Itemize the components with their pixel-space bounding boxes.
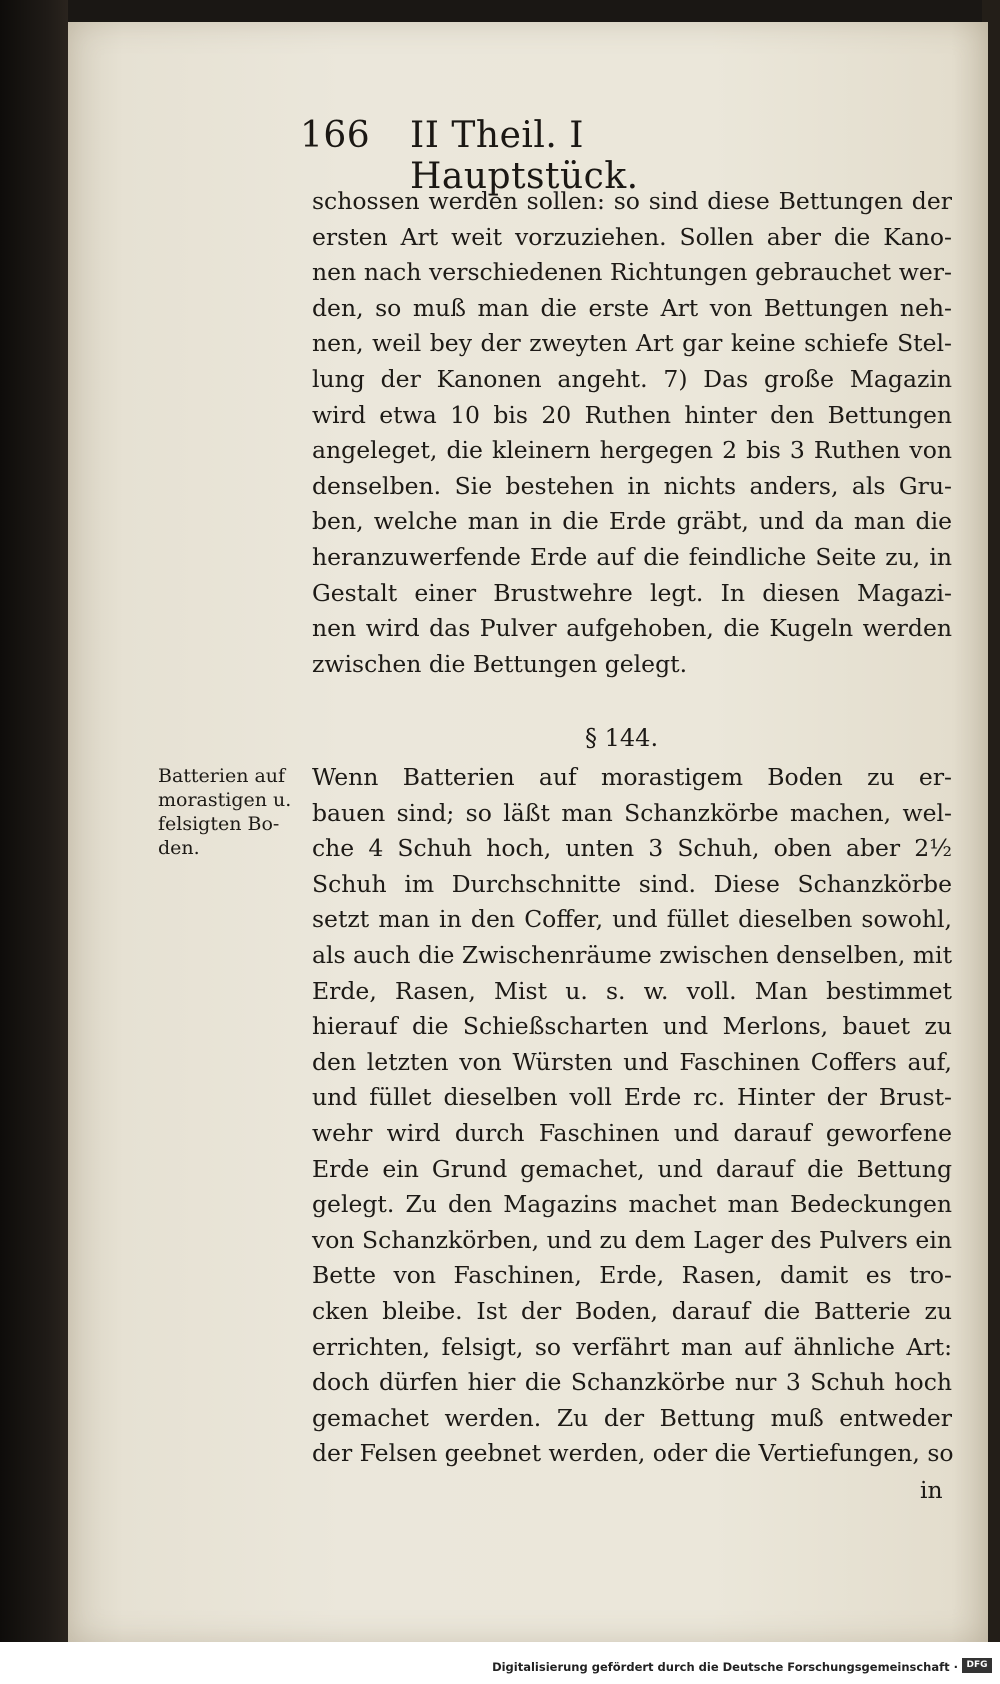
- text-line: den letzten von Würsten und Faschinen Coffers auf,: [312, 1047, 952, 1076]
- scan-border-left: [0, 0, 68, 1684]
- text-line: bauen sind; so läßt man Schanzkörbe machen, wel-: [312, 798, 952, 827]
- text-line: und füllet dieselben voll Erde rc. Hinter der Brust-: [312, 1083, 952, 1112]
- text-line: heranzuwerfende Erde auf die feindliche Seite zu, in: [312, 542, 952, 571]
- text-line: schossen werden sollen: so sind diese Bettungen der: [312, 187, 952, 215]
- text-line: wird etwa 10 bis 20 Ruthen hinter den Bettungen: [312, 400, 952, 429]
- text-line: den, so muß man die erste Art von Bettungen neh-: [312, 293, 952, 322]
- catchword: in: [920, 1476, 943, 1504]
- text-line: gelegt. Zu den Magazins machet man Bedeckungen: [312, 1190, 952, 1219]
- text-line: wehr wird durch Faschinen und darauf geworfene: [312, 1118, 952, 1147]
- text-line: che 4 Schuh hoch, unten 3 Schuh, oben aber 2½: [312, 834, 952, 863]
- text-line: Wenn Batterien auf morastigem Boden zu er-: [312, 763, 952, 791]
- text-line: nen wird das Pulver aufgehoben, die Kugeln werden: [312, 614, 952, 643]
- text-line: cken bleibe. Ist der Boden, darauf die Batterie zu: [312, 1296, 952, 1325]
- text-line: Bette von Faschinen, Erde, Rasen, damit es tro-: [312, 1261, 952, 1290]
- text-line: lung der Kanonen angeht. 7) Das große Magazin: [312, 364, 952, 393]
- text-line: Gestalt einer Brustwehre legt. In diesen Magazi-: [312, 578, 952, 607]
- text-line: zwischen die Bettungen gelegt.: [312, 649, 688, 678]
- text-line: den.: [158, 837, 200, 859]
- text-line: nen, weil bey der zweyten Art gar keine schiefe Stel-: [312, 329, 952, 358]
- text-line: von Schanzkörben, und zu dem Lager des Pulvers ein: [312, 1225, 952, 1254]
- text-line: ben, welche man in die Erde gräbt, und da man die: [312, 507, 952, 536]
- running-title: II Theil. I Hauptstück.: [410, 115, 639, 197]
- margin-note: [158, 764, 308, 860]
- text-line: nen nach verschiedenen Richtungen gebrauchet wer-: [312, 258, 952, 287]
- text-line: Batterien auf: [158, 765, 286, 787]
- text-line: denselben. Sie bestehen in nichts anders, als Gru-: [312, 471, 952, 500]
- paragraph-1: [312, 184, 952, 682]
- text-line: doch dürfen hier die Schanzkörbe nur 3 Schuh hoch: [312, 1368, 952, 1397]
- text-line: hierauf die Schießscharten und Merlons, bauet zu: [312, 1012, 952, 1041]
- text-line: morastigen u.: [158, 789, 292, 811]
- text-line: Erde ein Grund gemachet, und darauf die Bettung: [312, 1154, 952, 1183]
- text-line: der Felsen geebnet werden, oder die Vertiefungen, so: [312, 1439, 954, 1468]
- text-line: errichten, felsigt, so verfährt man auf ähnliche Art:: [312, 1332, 952, 1361]
- page-number: 166: [300, 115, 371, 156]
- text-line: Schuh im Durchschnitte sind. Diese Schanzkörbe: [312, 869, 952, 898]
- text-line: angeleget, die kleinern hergegen 2 bis 3 Ruthen von: [312, 436, 952, 465]
- dfg-logo-icon: DFG: [962, 1658, 992, 1673]
- digitization-credit: Digitalisierung gefördert durch die Deutsche Forschungsgemeinschaft ·: [492, 1660, 958, 1674]
- paragraph-2: [312, 760, 952, 1472]
- section-heading: § 144.: [585, 724, 659, 752]
- text-line: setzt man in den Coffer, und füllet dieselben sowohl,: [312, 905, 952, 934]
- text-line: als auch die Zwischenräume zwischen denselben, mit: [312, 940, 953, 969]
- text-line: gemachet werden. Zu der Bettung muß entweder: [312, 1403, 952, 1432]
- text-line: Erde, Rasen, Mist u. s. w. voll. Man bestimmet: [312, 976, 952, 1005]
- text-line: felsigten Bo-: [158, 813, 280, 835]
- text-line: ersten Art weit vorzuziehen. Sollen aber die Kano-: [312, 222, 952, 251]
